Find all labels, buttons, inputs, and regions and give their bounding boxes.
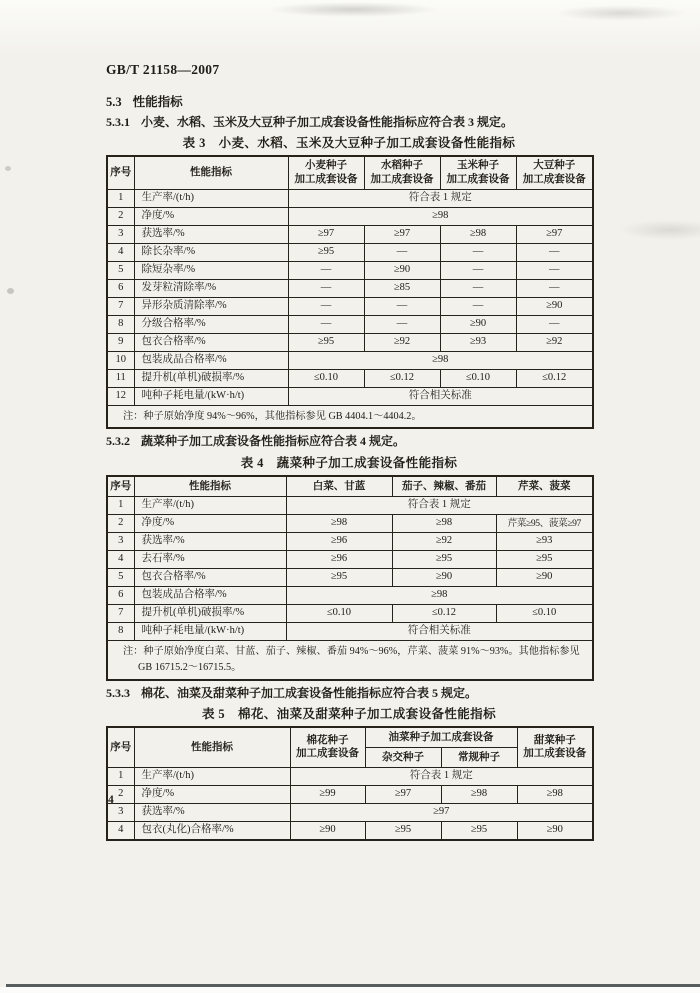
cell-value: ≤0.10: [288, 369, 364, 387]
header-row: [107, 476, 593, 497]
cell-value: ≥93: [440, 333, 516, 351]
clause-text: 小麦、水稻、玉米及大豆种子加工成套设备性能指标应符合表 3 规定。: [141, 115, 514, 129]
column-header: 性能指标: [134, 476, 286, 497]
cell-value: ≤0.12: [516, 369, 593, 387]
row-label: 生产率/(t/h): [134, 189, 288, 207]
header-row: [107, 156, 593, 189]
cell-value: —: [516, 243, 593, 261]
table-row: [107, 568, 593, 586]
cell-value: ≥98: [441, 785, 517, 803]
cell-value: ≥92: [364, 333, 440, 351]
column-header: 杂交种子: [365, 747, 441, 767]
row-index: 5: [107, 568, 134, 586]
row-label: 包衣合格率/%: [134, 333, 288, 351]
cell-value: —: [288, 297, 364, 315]
section-number: 5.3: [106, 95, 122, 109]
column-header: 芹菜、菠菜: [496, 476, 593, 497]
row-label: 去石率/%: [134, 550, 286, 568]
column-header: 性能指标: [134, 156, 288, 189]
clause-5-3-2: [106, 434, 592, 448]
table-row: [107, 586, 593, 604]
column-header: 序号: [107, 156, 134, 189]
cell-value: ≥90: [496, 568, 593, 586]
cell-value: ≥96: [286, 550, 392, 568]
standard-code: GB/T 21158—2007: [106, 62, 220, 77]
cell-value: ≥95: [365, 821, 441, 840]
cell-value: ≥95: [288, 243, 364, 261]
row-index: 2: [107, 785, 134, 803]
row-label: 净度/%: [134, 514, 286, 532]
cell-value: ≥90: [290, 821, 365, 840]
table-row: [107, 803, 593, 821]
column-header: 序号: [107, 727, 134, 768]
cell-value: —: [440, 297, 516, 315]
row-index: 4: [107, 550, 134, 568]
row-index: 4: [107, 243, 134, 261]
cell-value: —: [288, 279, 364, 297]
clause-5-3-3: [106, 686, 592, 700]
cell-value: ≥98: [286, 514, 392, 532]
cell-value: ≥98: [440, 225, 516, 243]
table-row: [107, 279, 593, 297]
cell-value: ≤0.12: [364, 369, 440, 387]
cell-value: ≤0.10: [440, 369, 516, 387]
cell-value: —: [288, 315, 364, 333]
scan-light-band: [0, 0, 700, 56]
cell-value: ≥97: [516, 225, 593, 243]
row-label: 吨种子耗电量/(kW·h/t): [134, 387, 288, 405]
cell-value: ≥98: [288, 207, 593, 225]
cell-value: —: [440, 243, 516, 261]
table-row: [107, 189, 593, 207]
table-row: [107, 767, 593, 785]
row-label: 吨种子耗电量/(kW·h/t): [134, 622, 286, 640]
row-index: 1: [107, 767, 134, 785]
note-row: [107, 640, 593, 679]
row-label: 除短杂率/%: [134, 261, 288, 279]
cell-value: —: [516, 279, 593, 297]
table-row: [107, 387, 593, 405]
scan-artifact: [7, 288, 14, 294]
cell-value: ≥97: [365, 785, 441, 803]
table-row: [107, 243, 593, 261]
cell-value: ≥90: [517, 821, 593, 840]
row-index: 1: [107, 189, 134, 207]
row-label: 包衣(丸化)合格率/%: [134, 821, 290, 840]
column-header: 性能指标: [134, 727, 290, 768]
row-label: 获选率/%: [134, 532, 286, 550]
table-note: 注：种子原始净度 94%～96%，其他指标参见 GB 4404.1～4404.2。: [107, 405, 593, 428]
row-index: 12: [107, 387, 134, 405]
table-row: [107, 297, 593, 315]
row-label: 提升机(单机)破损率/%: [134, 369, 288, 387]
scan-artifact: [5, 166, 11, 171]
row-index: 10: [107, 351, 134, 369]
column-header: 油菜种子加工成套设备: [365, 727, 517, 748]
table-row: [107, 550, 593, 568]
row-index: 3: [107, 225, 134, 243]
page-content: [106, 62, 592, 841]
row-label: 获选率/%: [134, 225, 288, 243]
row-label: 除长杂率/%: [134, 243, 288, 261]
row-label: 净度/%: [134, 207, 288, 225]
column-header: 序号: [107, 476, 134, 497]
row-index: 7: [107, 604, 134, 622]
table-row: [107, 496, 593, 514]
row-index: 8: [107, 622, 134, 640]
column-header: 玉米种子 加工成套设备: [440, 156, 516, 189]
row-label: 生产率/(t/h): [134, 496, 286, 514]
column-header: 白菜、甘蓝: [286, 476, 392, 497]
table-row: [107, 225, 593, 243]
row-index: 11: [107, 369, 134, 387]
cell-value: —: [516, 261, 593, 279]
cell-value: —: [364, 243, 440, 261]
table-row: [107, 532, 593, 550]
cell-value: ≥90: [516, 297, 593, 315]
row-label: 分级合格率/%: [134, 315, 288, 333]
cell-value: ≤0.10: [286, 604, 392, 622]
table-row: [107, 785, 593, 803]
row-index: 1: [107, 496, 134, 514]
table-row: [107, 333, 593, 351]
table-row: [107, 622, 593, 640]
column-header: 小麦种子 加工成套设备: [288, 156, 364, 189]
cell-value: 符合表 1 规定: [288, 189, 593, 207]
clause-text: 棉花、油菜及甜菜种子加工成套设备性能指标应符合表 5 规定。: [141, 685, 478, 700]
cell-value: 芹菜≥95、菠菜≥97: [496, 514, 593, 532]
row-label: 发芽粒清除率/%: [134, 279, 288, 297]
column-header: 棉花种子 加工成套设备: [290, 727, 365, 768]
table-4-caption: 表 4 蔬菜种子加工成套设备性能指标: [240, 455, 458, 470]
table-row: [107, 351, 593, 369]
cell-value: ≥95: [441, 821, 517, 840]
column-header: 茄子、辣椒、番茄: [392, 476, 496, 497]
cell-value: 符合相关标准: [288, 387, 593, 405]
cell-value: ≥85: [364, 279, 440, 297]
table-note: 注：种子原始净度白菜、甘蓝、茄子、辣椒、番茄 94%～96%，芹菜、菠菜 91%～93%。其他指标参见 GB 16715.2～16715.5。: [107, 640, 593, 679]
table-row: [107, 604, 593, 622]
table-5-container: [106, 726, 592, 841]
row-index: 4: [107, 821, 134, 840]
row-index: 3: [107, 803, 134, 821]
cell-value: ≥99: [290, 785, 365, 803]
clause-text: 蔬菜种子加工成套设备性能指标应符合表 4 规定。: [141, 434, 406, 449]
cell-value: ≥97: [364, 225, 440, 243]
cell-value: ≥95: [288, 333, 364, 351]
scan-artifact: [620, 220, 700, 240]
clause-number: 5.3.2: [106, 434, 130, 449]
cell-value: ≥97: [290, 803, 593, 821]
cell-value: ≥95: [496, 550, 593, 568]
performance-table: [106, 155, 594, 429]
row-label: 异形杂质清除率/%: [134, 297, 288, 315]
clause-number: 5.3.1: [106, 115, 130, 129]
row-label: 包装成品合格率/%: [134, 586, 286, 604]
row-index: 6: [107, 279, 134, 297]
row-label: 包装成品合格率/%: [134, 351, 288, 369]
cell-value: 符合表 1 规定: [290, 767, 593, 785]
cell-value: ≥97: [288, 225, 364, 243]
table-row: [107, 207, 593, 225]
cell-value: ≥90: [364, 261, 440, 279]
section-title: 性能指标: [132, 95, 183, 109]
header-row: [107, 727, 593, 748]
cell-value: —: [364, 315, 440, 333]
table-row: [107, 369, 593, 387]
row-index: 2: [107, 514, 134, 532]
cell-value: ≤0.10: [496, 604, 593, 622]
cell-value: ≥98: [392, 514, 496, 532]
cell-value: —: [440, 261, 516, 279]
cell-value: ≥95: [286, 568, 392, 586]
cell-value: —: [364, 297, 440, 315]
table-row: [107, 261, 593, 279]
table-row: [107, 821, 593, 840]
cell-value: ≥92: [392, 532, 496, 550]
column-header: 大豆种子 加工成套设备: [516, 156, 593, 189]
page-number: 4: [108, 794, 114, 806]
column-header: 水稻种子 加工成套设备: [364, 156, 440, 189]
row-index: 3: [107, 532, 134, 550]
table-5-caption: 表 5 棉花、油菜及甜菜种子加工成套设备性能指标: [202, 706, 496, 721]
section-heading: [106, 92, 592, 110]
cell-value: ≥90: [440, 315, 516, 333]
cell-value: —: [516, 315, 593, 333]
cell-value: ≥96: [286, 532, 392, 550]
column-header: 甜菜种子 加工成套设备: [517, 727, 593, 768]
clause-5-3-1: [106, 115, 592, 129]
column-header: 常规种子: [441, 747, 517, 767]
table-row: [107, 514, 593, 532]
row-label: 净度/%: [134, 785, 290, 803]
cell-value: —: [288, 261, 364, 279]
cell-value: ≤0.12: [392, 604, 496, 622]
note-row: [107, 405, 593, 428]
table-4-container: [106, 475, 592, 681]
row-index: 6: [107, 586, 134, 604]
row-label: 包衣合格率/%: [134, 568, 286, 586]
performance-table: [106, 475, 594, 681]
row-label: 提升机(单机)破损率/%: [134, 604, 286, 622]
row-label: 生产率/(t/h): [134, 767, 290, 785]
clause-number: 5.3.3: [106, 685, 130, 700]
cell-value: ≥92: [516, 333, 593, 351]
cell-value: ≥98: [286, 586, 593, 604]
cell-value: 符合相关标准: [286, 622, 593, 640]
performance-table: [106, 726, 594, 841]
row-index: 7: [107, 297, 134, 315]
cell-value: 符合表 1 规定: [286, 496, 593, 514]
row-index: 8: [107, 315, 134, 333]
cell-value: ≥98: [517, 785, 593, 803]
table-3-container: [106, 155, 592, 429]
row-index: 2: [107, 207, 134, 225]
scan-bottom-margin: [0, 987, 700, 993]
cell-value: ≥90: [392, 568, 496, 586]
row-index: 5: [107, 261, 134, 279]
table-3-caption: 表 3 小麦、水稻、玉米及大豆种子加工成套设备性能指标: [182, 136, 516, 151]
row-index: 9: [107, 333, 134, 351]
cell-value: ≥95: [392, 550, 496, 568]
cell-value: ≥98: [288, 351, 593, 369]
row-label: 获选率/%: [134, 803, 290, 821]
cell-value: —: [440, 279, 516, 297]
table-row: [107, 315, 593, 333]
cell-value: ≥93: [496, 532, 593, 550]
